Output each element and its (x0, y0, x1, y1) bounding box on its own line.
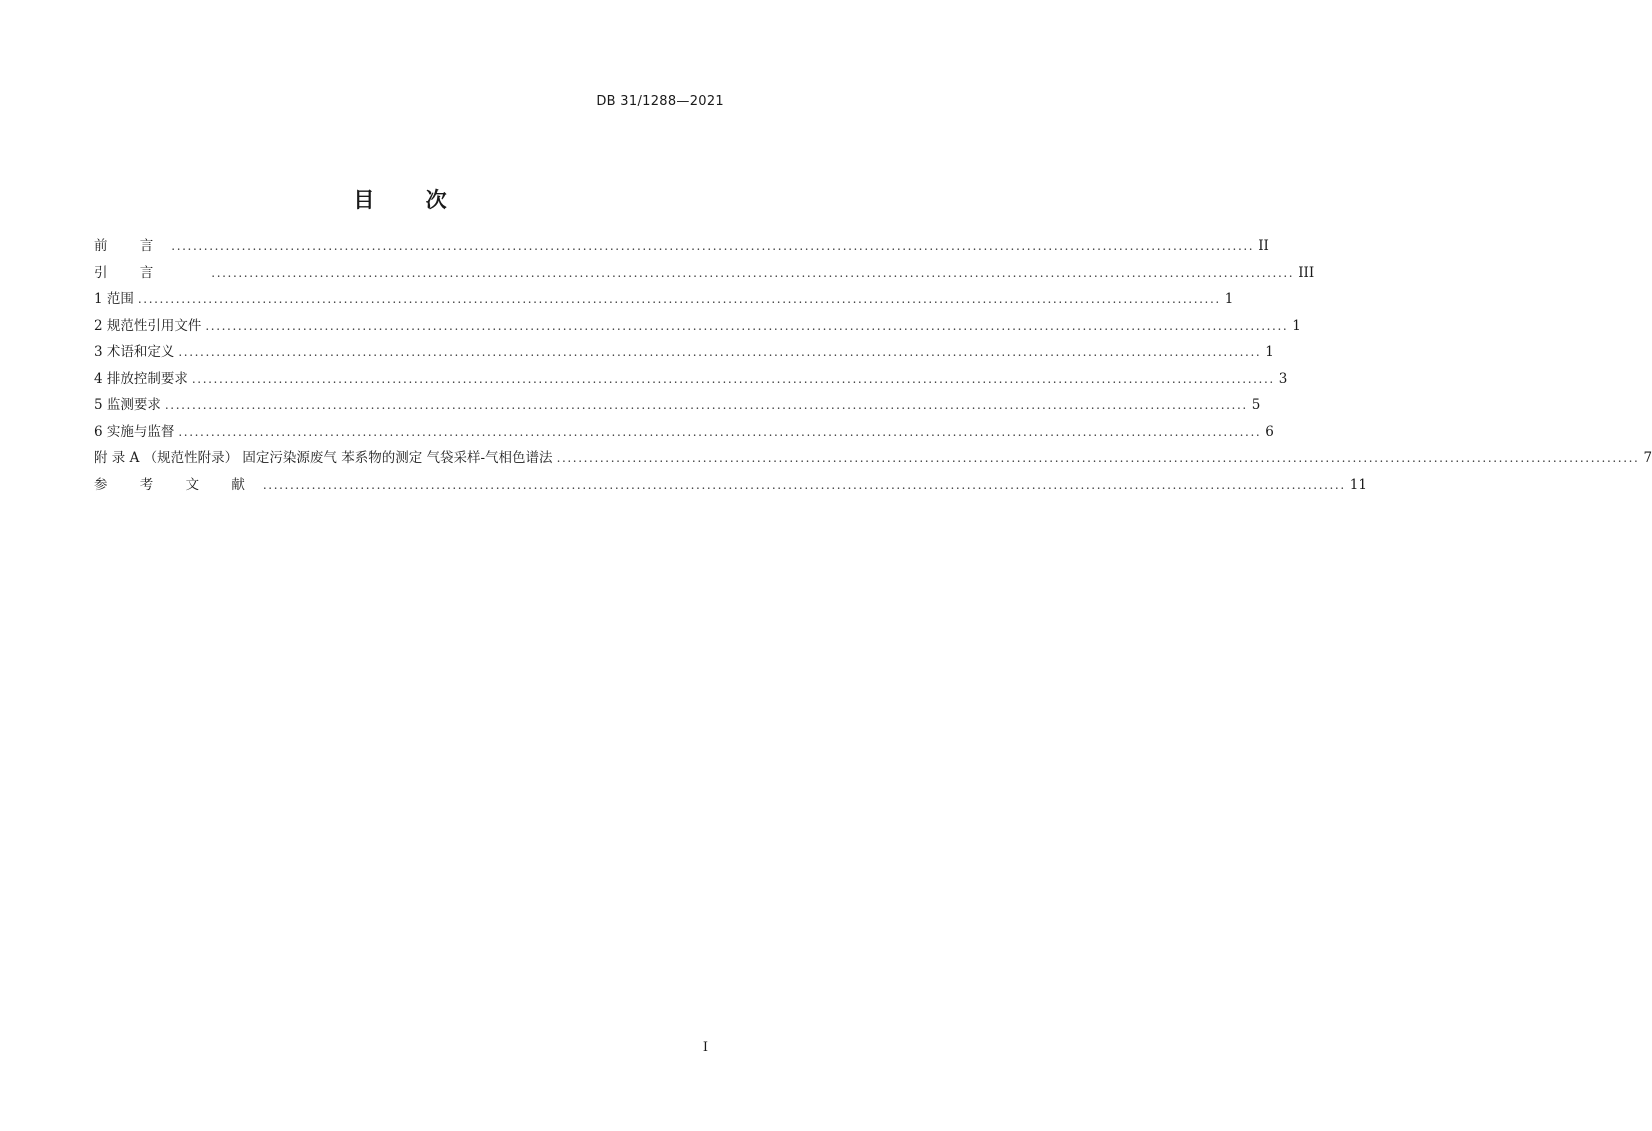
toc-entry-appendix-a[interactable] (94, 446, 1652, 473)
toc-entry-label: 前 言 (94, 238, 168, 254)
toc-entry-label: 5 监测要求 (94, 397, 161, 413)
table-of-contents (94, 234, 1652, 499)
toc-entry-page: III (1298, 264, 1315, 281)
toc-entry-bibliography[interactable] (94, 473, 1367, 500)
toc-entry-scope[interactable] (94, 287, 1234, 314)
toc-entry-emission-control[interactable] (94, 367, 1288, 394)
toc-entry-page: 3 (1278, 370, 1288, 387)
toc-entry-label: 6 实施与监督 (94, 423, 175, 440)
toc-entry-label: 1 范围 (94, 291, 134, 307)
toc-leader-dots: ........................................................................................................................................................................................................ (178, 345, 1262, 359)
toc-entry-page: 1 (1224, 291, 1234, 307)
toc-entry-label: 引 言 (94, 264, 168, 281)
toc-leader-dots: ........................................................................................................................................................................................................ (556, 451, 1640, 465)
toc-leader-dots: ........................................................................................................................................................................................................ (262, 477, 1346, 492)
toc-entry-monitoring[interactable] (94, 393, 1261, 420)
toc-entry-page: 5 (1251, 397, 1261, 413)
toc-leader-dots: ........................................................................................................................................................................................................ (164, 398, 1248, 412)
toc-entry-page: 1 (1265, 344, 1274, 360)
toc-entry-introduction[interactable] (94, 261, 1315, 288)
toc-entry-implementation[interactable] (94, 420, 1274, 447)
toc-leader-dots: ........................................................................................................................................................................................................ (178, 424, 1262, 439)
toc-entry-page: 11 (1349, 476, 1367, 493)
toc-entry-label: 参 考 文 献 (94, 476, 259, 493)
toc-entry-preface[interactable] (94, 234, 1269, 261)
toc-entry-page: 1 (1292, 317, 1301, 334)
toc-entry-page: II (1258, 238, 1269, 254)
toc-leader-dots: ........................................................................................................................................................................................................ (191, 371, 1275, 386)
page-number: I (702, 1040, 708, 1055)
toc-leader-dots: ........................................................................................................................................................................................................ (205, 318, 1289, 333)
toc-entry-label: 4 排放控制要求 (94, 370, 188, 387)
document-code: DB 31/1288—2021 (596, 94, 724, 109)
toc-entry-label: 3 术语和定义 (94, 344, 175, 360)
toc-entry-label: 2 规范性引用文件 (94, 317, 202, 334)
toc-entry-normative-references[interactable] (94, 314, 1301, 341)
toc-entry-page: 6 (1265, 423, 1274, 440)
toc-leader-dots: ........................................................................................................................................................................................................ (171, 239, 1255, 253)
toc-entry-label: 附 录 A （规范性附录） 固定污染源废气 苯系物的测定 气袋采样-气相色谱法 (94, 450, 553, 466)
toc-leader-dots: ........................................................................................................................................................................................................ (211, 265, 1295, 280)
toc-entry-page: 7 (1643, 450, 1652, 466)
toc-entry-terms-definitions[interactable] (94, 340, 1274, 367)
page-title: 目 次 (353, 188, 469, 212)
toc-leader-dots: ........................................................................................................................................................................................................ (137, 292, 1221, 306)
